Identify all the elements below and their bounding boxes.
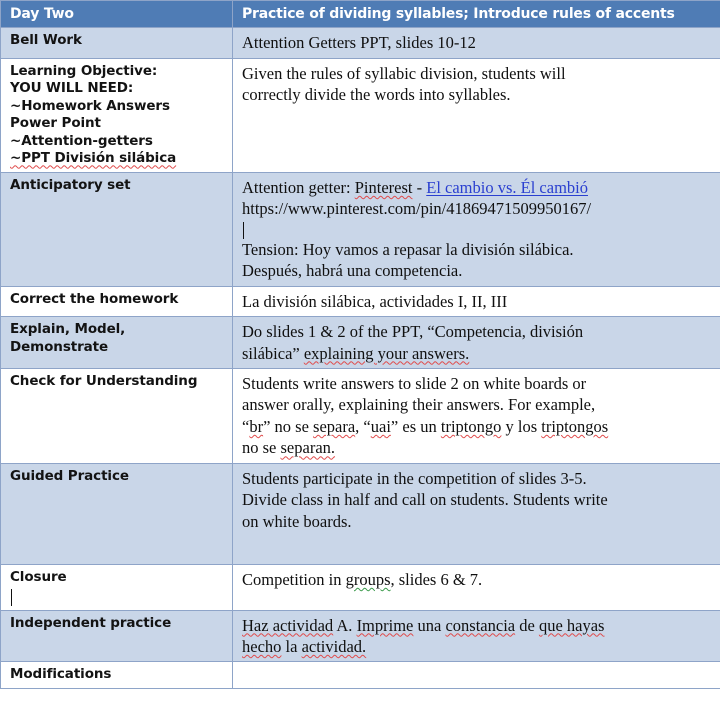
content-line: answer orally, explaining their answers. For example, [242, 395, 596, 415]
content-line: Do slides 1 & 2 of the PPT, “Competencia, división [242, 322, 584, 342]
content-line: Given the rules of syllabic division, students will [242, 63, 566, 83]
row-content-check-understanding [233, 368, 720, 463]
content-line: on white boards. [242, 511, 352, 531]
content-fragment-flagged: separa [313, 416, 356, 436]
label-line: Demonstrate [10, 338, 109, 355]
content-fragment: , slides 6 & 7. [390, 570, 483, 590]
table-row-explain-model [1, 317, 720, 369]
row-content-independent-practice [233, 610, 720, 662]
content-line [242, 615, 712, 636]
row-label-closure [1, 565, 233, 611]
content-fragment: , “ [355, 416, 371, 436]
row-content-learning-objective [233, 58, 720, 172]
row-content-guided-practice [233, 463, 720, 564]
text-caret [243, 222, 244, 239]
header-summary: Practice of dividing syllables; Introduce rules of accents [233, 1, 720, 28]
label-line: YOU WILL NEED: [10, 80, 134, 97]
content-fragment: y los [501, 416, 542, 436]
row-label-independent-practice: Independent practice [1, 610, 233, 662]
attention-getter-prefix: Attention getter: [242, 177, 355, 197]
row-label-modifications: Modifications [1, 662, 233, 689]
table-row-anticipatory-set [1, 172, 720, 286]
content-fragment-flagged: separan. [280, 438, 336, 458]
tension-line-1: Tension: Hoy vamos a repasar la división silábica. [242, 239, 574, 259]
content-fragment-flagged: br [249, 416, 264, 436]
content-fragment: “ [242, 416, 250, 436]
table-row-check-understanding [1, 368, 720, 463]
pinterest-link[interactable]: El cambio vs. Él cambió [426, 177, 588, 197]
label-line: Explain, Model, [10, 321, 126, 338]
row-content-anticipatory-set [233, 172, 720, 286]
content-line: Students participate in the competition of slides 3-5. [242, 468, 587, 488]
attention-getter-line [242, 177, 712, 198]
tension-line-2: Después, habrá una competencia. [242, 261, 463, 281]
content-fragment: Competition in [242, 570, 346, 590]
content-fragment-flagged: Haz actividad [242, 615, 334, 635]
content-line [242, 343, 712, 364]
content-line [242, 569, 712, 590]
content-line: correctly divide the words into syllables. [242, 85, 511, 105]
content-fragment-flagged: actividad. [301, 637, 367, 657]
row-content-modifications [233, 662, 720, 689]
label-line: ~Attention-getters [10, 132, 153, 149]
content-spacer [242, 532, 712, 546]
label-line-ppt-division-silabica: ~PPT División silábica [10, 150, 177, 167]
label-line: Learning Objective: [10, 62, 158, 79]
pinterest-url[interactable]: https://www.pinterest.com/pin/41869471509950167/ [242, 199, 592, 219]
row-label-check-understanding: Check for Understanding [1, 368, 233, 463]
content-fragment-flagged: explaining your answers. [303, 343, 470, 363]
content-fragment-flagged: triptongos [541, 416, 609, 436]
content-spacer [242, 591, 712, 605]
table-row-modifications [1, 662, 720, 689]
content-fragment: una [413, 615, 446, 635]
row-label-learning-objective [1, 58, 233, 172]
content-fragment-flagged: triptongo [440, 416, 502, 436]
row-content-explain-model [233, 317, 720, 369]
label-line: Power Point [10, 115, 101, 132]
header-day-label: Day Two [1, 1, 233, 28]
label-line: Closure [10, 569, 67, 586]
content-fragment: ” es un [390, 416, 441, 436]
row-label-correct-homework: Correct the homework [1, 286, 233, 316]
text-caret [11, 589, 12, 606]
row-content-bell-work: Attention Getters PPT, slides 10-12 [233, 28, 720, 58]
table-row-guided-practice [1, 463, 720, 564]
content-line [242, 437, 712, 458]
content-fragment: de [515, 615, 539, 635]
content-fragment: no se [242, 438, 281, 458]
content-fragment: ” no se [263, 416, 314, 436]
label-line: ~Homework Answers [10, 97, 170, 114]
table-row-independent-practice [1, 610, 720, 662]
content-fragment: la [281, 637, 302, 657]
content-line: Students write answers to slide 2 on white boards or [242, 373, 587, 393]
separator-dash: - [412, 177, 427, 197]
content-spacer [242, 546, 712, 560]
table-row-learning-objective [1, 58, 720, 172]
table-row-closure [1, 565, 720, 611]
content-line [242, 636, 712, 657]
content-fragment-flagged: Imprime [356, 615, 414, 635]
row-content-correct-homework: La división silábica, actividades I, II, III [233, 286, 720, 316]
row-label-anticipatory-set: Anticipatory set [1, 172, 233, 286]
content-fragment-flagged: que hayas [538, 615, 605, 635]
content-fragment: silábica” [242, 343, 304, 363]
row-label-explain-model [1, 317, 233, 369]
row-label-bell-work: Bell Work [1, 28, 233, 58]
content-fragment-grammar-flagged: groups [345, 570, 391, 590]
content-line: Divide class in half and call on students. Students write [242, 490, 608, 510]
row-content-closure [233, 565, 720, 611]
content-fragment-flagged: hecho [242, 637, 282, 657]
content-line [242, 416, 712, 437]
content-fragment-flagged: constancia [445, 615, 516, 635]
table-row-bell-work [1, 28, 720, 58]
pinterest-source-label: Pinterest [354, 177, 413, 197]
row-label-guided-practice: Guided Practice [1, 463, 233, 564]
table-row-correct-homework [1, 286, 720, 316]
table-header-row [1, 1, 720, 28]
content-fragment: A. [333, 615, 357, 635]
content-fragment-flagged: uai [370, 416, 391, 436]
